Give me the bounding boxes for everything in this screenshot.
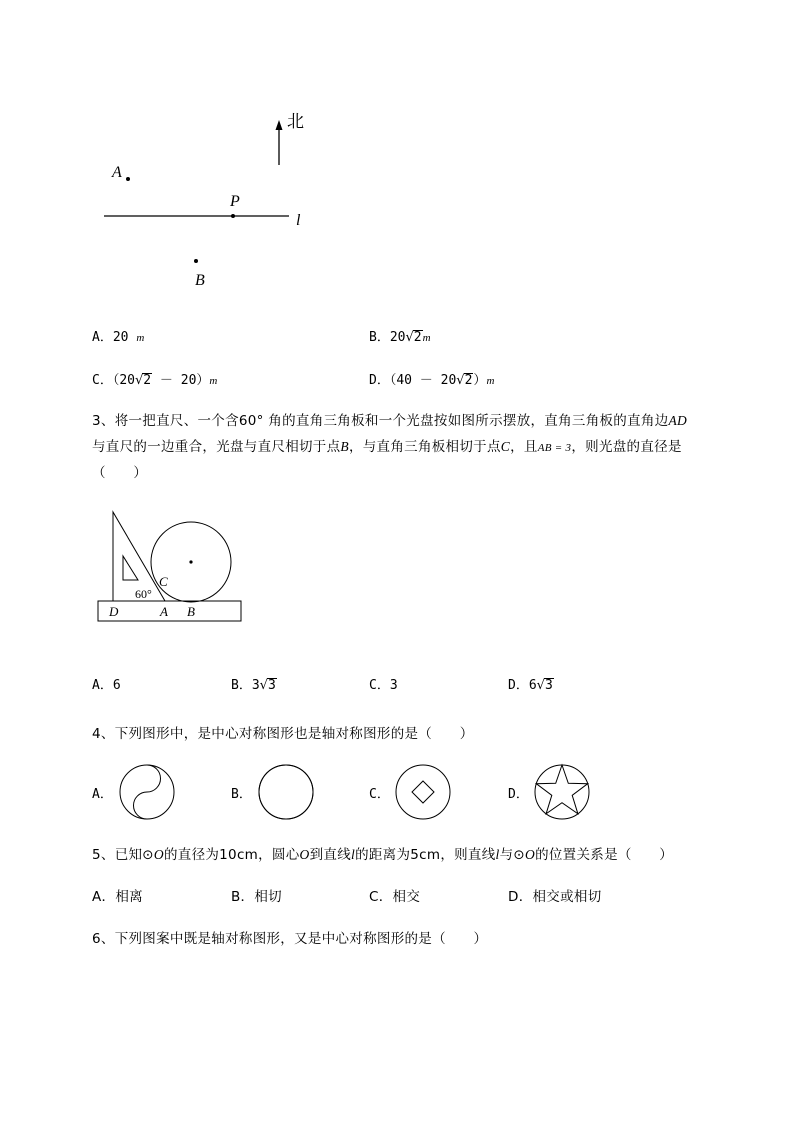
option-text: 6	[112, 678, 121, 693]
variable: C	[500, 439, 511, 454]
radicand: 2	[413, 330, 422, 345]
option-text: ）	[473, 373, 487, 388]
q4-option-c-label[interactable]: C．	[369, 787, 390, 802]
text: 的距离为5cm，则直线	[355, 847, 496, 863]
q3-option-d[interactable]	[508, 674, 554, 693]
point-p-dot	[231, 214, 235, 218]
q3-option-b[interactable]	[231, 674, 277, 693]
equation: AB = 3	[537, 442, 572, 454]
variable: O	[299, 847, 310, 862]
q3-option-c[interactable]	[369, 674, 398, 693]
label-c: C	[159, 574, 168, 589]
text: ，则光盘的直径是	[571, 439, 682, 455]
q3-stem-line1	[92, 409, 687, 429]
ruler	[98, 601, 241, 621]
option-text: 20	[389, 330, 406, 345]
variable: B	[340, 439, 349, 454]
option-text: 20	[112, 330, 137, 345]
q2-option-d[interactable]	[369, 369, 494, 388]
radicand: 3	[267, 678, 276, 693]
q4-option-a-label[interactable]: A．	[92, 787, 113, 802]
point-b-label: B	[195, 272, 205, 289]
set-square-inner	[123, 556, 138, 580]
q2-option-b[interactable]	[369, 326, 431, 345]
option-text: 6	[528, 678, 537, 693]
q3-stem-line3: （ ）	[92, 465, 148, 481]
option-text: － 20）	[152, 373, 210, 388]
unit: m	[486, 375, 495, 387]
q2-option-a[interactable]	[92, 326, 144, 345]
q6-stem: 6、下列图案中既是轴对称图形，又是中心对称图形的是（ ）	[92, 931, 488, 947]
option-letter: A．	[92, 330, 113, 345]
point-b-dot	[194, 259, 198, 263]
point-a-dot	[126, 177, 130, 181]
q2-option-c[interactable]	[92, 369, 217, 388]
variable: O	[525, 847, 536, 862]
north-label: 北	[287, 112, 304, 132]
radical-sign: √	[405, 330, 414, 345]
variable: O	[153, 847, 164, 862]
circle-diamond-figure[interactable]	[393, 762, 453, 822]
q4-option-b-label[interactable]: B．	[231, 787, 252, 802]
unit: m	[136, 332, 145, 344]
three-arc-figure[interactable]	[256, 762, 316, 822]
radical-sign: √	[456, 373, 465, 388]
q4-stem: 4、下列图形中，是中心对称图形也是轴对称图形的是（ ）	[92, 726, 474, 742]
option-text: （40 － 20	[389, 373, 457, 388]
label-b: B	[187, 604, 195, 619]
option-text: （20	[112, 373, 135, 388]
option-letter: D．	[508, 678, 529, 693]
text: ，且	[510, 439, 538, 455]
q5-option-b[interactable]: B．相切	[231, 889, 282, 905]
point-a-label: A	[112, 164, 122, 181]
radical-sign: √	[259, 678, 268, 693]
variable: l	[351, 847, 356, 862]
q5-option-a[interactable]: A．相离	[92, 889, 143, 905]
text: 与⊙	[499, 847, 526, 863]
option-letter: D．	[369, 373, 390, 388]
q5-stem	[92, 843, 673, 863]
radicand: 2	[143, 373, 152, 388]
radicand: 3	[544, 678, 553, 693]
q5-option-c[interactable]: C．相交	[369, 889, 421, 905]
yin-yang-figure[interactable]	[117, 762, 177, 822]
option-letter: C．	[369, 678, 390, 693]
north-arrow-head	[276, 120, 283, 130]
text: 的位置关系是（ ）	[535, 847, 674, 863]
q4-option-d-label[interactable]: D．	[508, 787, 529, 802]
figure-ruler-triangle-disc	[95, 508, 250, 626]
line-l-label: l	[296, 212, 301, 229]
option-letter: B．	[369, 330, 390, 345]
text: 5、已知⊙	[92, 847, 154, 863]
text: 的直径为10cm，圆心	[163, 847, 300, 863]
label-a: A	[160, 604, 168, 619]
text: 3、将一把直尺、一个含60° 角的直角三角板和一个光盘按如图所示摆放，直角三角板的直角边	[92, 413, 669, 429]
variable: AD	[668, 413, 688, 428]
option-letter: C．	[92, 373, 113, 388]
option-letter: B．	[231, 678, 252, 693]
option-letter: A．	[92, 678, 113, 693]
point-p-label: P	[230, 193, 240, 210]
q3-option-a[interactable]	[92, 674, 121, 693]
unit: m	[209, 375, 218, 387]
label-d: D	[109, 604, 119, 619]
variable: l	[495, 847, 500, 862]
q3-stem-line2	[92, 435, 682, 455]
label-60: 60°	[135, 587, 152, 601]
radicand: 2	[464, 373, 473, 388]
text: 到直线	[309, 847, 351, 863]
unit: m	[422, 332, 431, 344]
figure-points-line	[90, 105, 320, 295]
text: ，与直角三角板相切于点	[348, 439, 501, 455]
option-text: 3	[251, 678, 260, 693]
disc-center	[189, 560, 192, 563]
radical-sign: √	[536, 678, 545, 693]
radical-sign: √	[134, 373, 144, 388]
q5-option-d[interactable]: D．相交或相切	[508, 889, 602, 905]
circle-star-figure[interactable]	[532, 762, 592, 822]
text: 与直尺的一边重合，光盘与直尺相切于点	[92, 439, 341, 455]
option-text: 3	[389, 678, 398, 693]
